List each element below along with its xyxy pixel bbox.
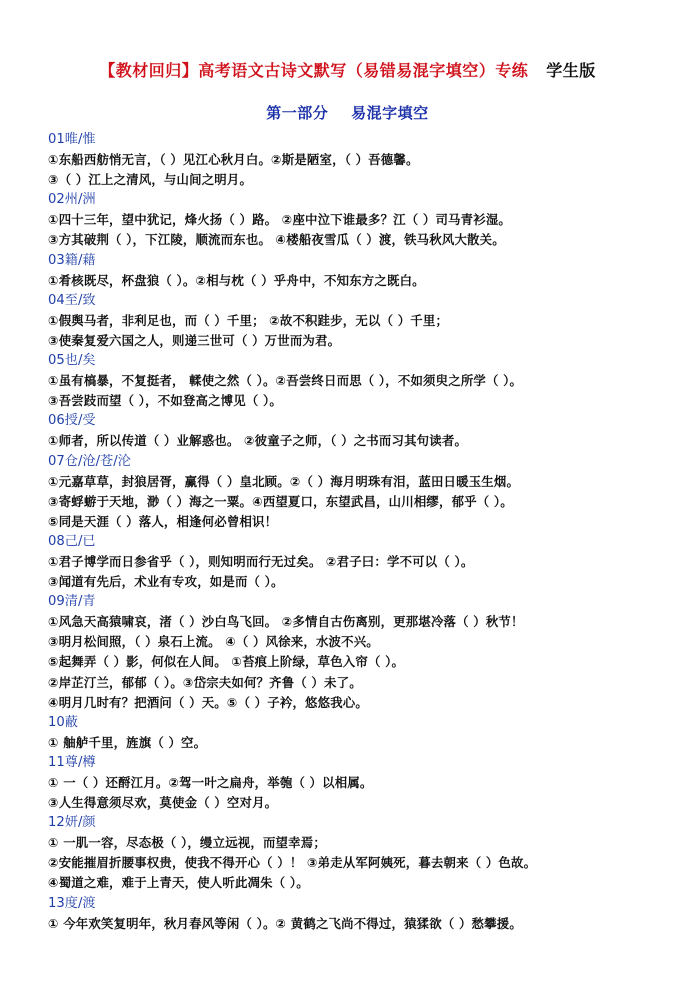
group-heading: 03籍/藉: [48, 252, 96, 268]
exercise-line: ①风急天高猿啸哀，渚（ ）沙白鸟飞回。 ②多情自古伤离别，更那堪冷落（ ）秋节！: [48, 614, 524, 630]
group-heading: 13度/渡: [48, 895, 96, 911]
exercise-line: ④明月几时有？把酒问（ ）天。⑤（ ）子衿，悠悠我心。: [48, 694, 368, 710]
group-heading: 09清/青: [48, 594, 96, 610]
group-heading: 04至/致: [48, 292, 96, 308]
section-heading: 第一部分 易混字填空: [266, 104, 429, 122]
group-heading: 12妍/颜: [48, 815, 96, 831]
exercise-line: ① 今年欢笑复明年，秋月春风等闲（ ）。② 黄鹤之飞尚不得过，猿猱欲（ ）愁攀援。: [48, 915, 522, 931]
exercise-line: ③使秦复爱六国之人，则递三世可（ ）万世而为君。: [48, 332, 341, 348]
group-heading: 07仓/沧/苍/沦: [48, 453, 131, 469]
group-heading: 01唯/惟: [48, 132, 96, 147]
exercise-line: ⑤起舞弄（ ）影，何似在人间。 ①苔痕上阶绿，草色入帘（ ）。: [48, 654, 405, 670]
exercise-line: ③方其破荆（ ），下江陵，顺流而东也。 ④楼船夜雪瓜（ ）渡，铁马秋风大散关。: [48, 232, 505, 248]
exercise-line: ⑤同是天涯（ ）落人，相逢何必曾相识！: [48, 513, 278, 529]
group-heading: 11尊/樽: [48, 754, 96, 770]
exercise-line: ① 一（ ）还酹江月。②驾一叶之扁舟，举匏（ ）以相属。: [48, 775, 373, 790]
title-tag: 学生版: [546, 61, 596, 80]
title-main: 【教材回归】高考语文古诗文默写（易错易混字填空）专练: [99, 61, 529, 80]
exercise-line: ③寄蜉蝣于天地，渺（ ）海之一粟。④西望夏口，东望武昌，山川相缪，郁乎（ ）。: [48, 493, 513, 509]
group-heading: 10蔽: [48, 714, 78, 730]
group-heading: 02州/洲: [48, 192, 96, 208]
exercise-line: ①肴核既尽，杯盘狼（ ）。②相与枕（ ）乎舟中，不知东方之既白。: [48, 272, 425, 288]
exercise-line: ②岸芷汀兰，郁郁（ ）。③岱宗夫如何？齐鲁（ ）未了。: [48, 674, 362, 690]
exercise-line: ①元嘉草草，封狼居胥，赢得（ ）皇北顾。②（ ）海月明珠有泪，蓝田日暖玉生烟。: [48, 473, 520, 489]
exercise-line: ③（ ）江上之清风，与山间之明月。: [48, 172, 253, 188]
page-title: [0, 58, 695, 81]
exercise-line: ①假舆马者，非利足也，而（ ）千里； ②故不积跬步，无以（ ）千里；: [48, 312, 449, 328]
exercise-line: ②安能摧眉折腰事权贵，使我不得开心（ ）！ ③弟走从军阿姨死，暮去朝来（ ）色故。: [48, 855, 537, 871]
group-heading: 08己/已: [48, 533, 96, 549]
exercise-line: ③人生得意须尽欢，莫使金（ ）空对月。: [48, 795, 278, 811]
exercise-line: ③吾尝跂而望（ ），不如登高之博见（ ）。: [48, 393, 282, 409]
exercise-line: ①师者，所以传道（ ）业解惑也。 ②彼童子之师，（ ）之书而习其句读者。: [48, 433, 468, 449]
group-heading: 05也/矣: [48, 353, 96, 369]
exercise-line: ③闻道有先后，术业有专攻，如是而（ ）。: [48, 574, 284, 590]
exercise-line: ③明月松间照，（ ）泉石上流。 ④（ ）风徐来，水波不兴。: [48, 634, 379, 650]
exercise-line: ①四十三年，望中犹记，烽火扬（ ）路。 ②座中泣下谁最多？江（ ）司马青衫湿。: [48, 212, 512, 228]
exercise-line: ①东船西舫悄无言，（ ）见江心秋月白。②斯是陋室，（ ）吾德馨。: [48, 152, 419, 168]
exercise-line: ① 一肌一容，尽态极（ ），缦立远视，而望幸焉；: [48, 835, 326, 851]
exercise-line: ①君子博学而日参省乎（ ），则知明而行无过矣。 ②君子曰：学不可以（ ）。: [48, 553, 474, 569]
exercise-line: ① 舳舻千里，旌旗（ ）空。: [48, 734, 207, 750]
group-heading: 06授/受: [48, 413, 96, 429]
exercise-line: ①虽有槁暴，不复挺者， 輮使之然（ ）。②吾尝终日而思（ ），不如须臾之所学（ ）。: [48, 373, 523, 389]
exercise-list: [48, 130, 688, 934]
exercise-line: ④蜀道之难，难于上青天，使人听此凋朱（ ）。: [48, 875, 309, 891]
